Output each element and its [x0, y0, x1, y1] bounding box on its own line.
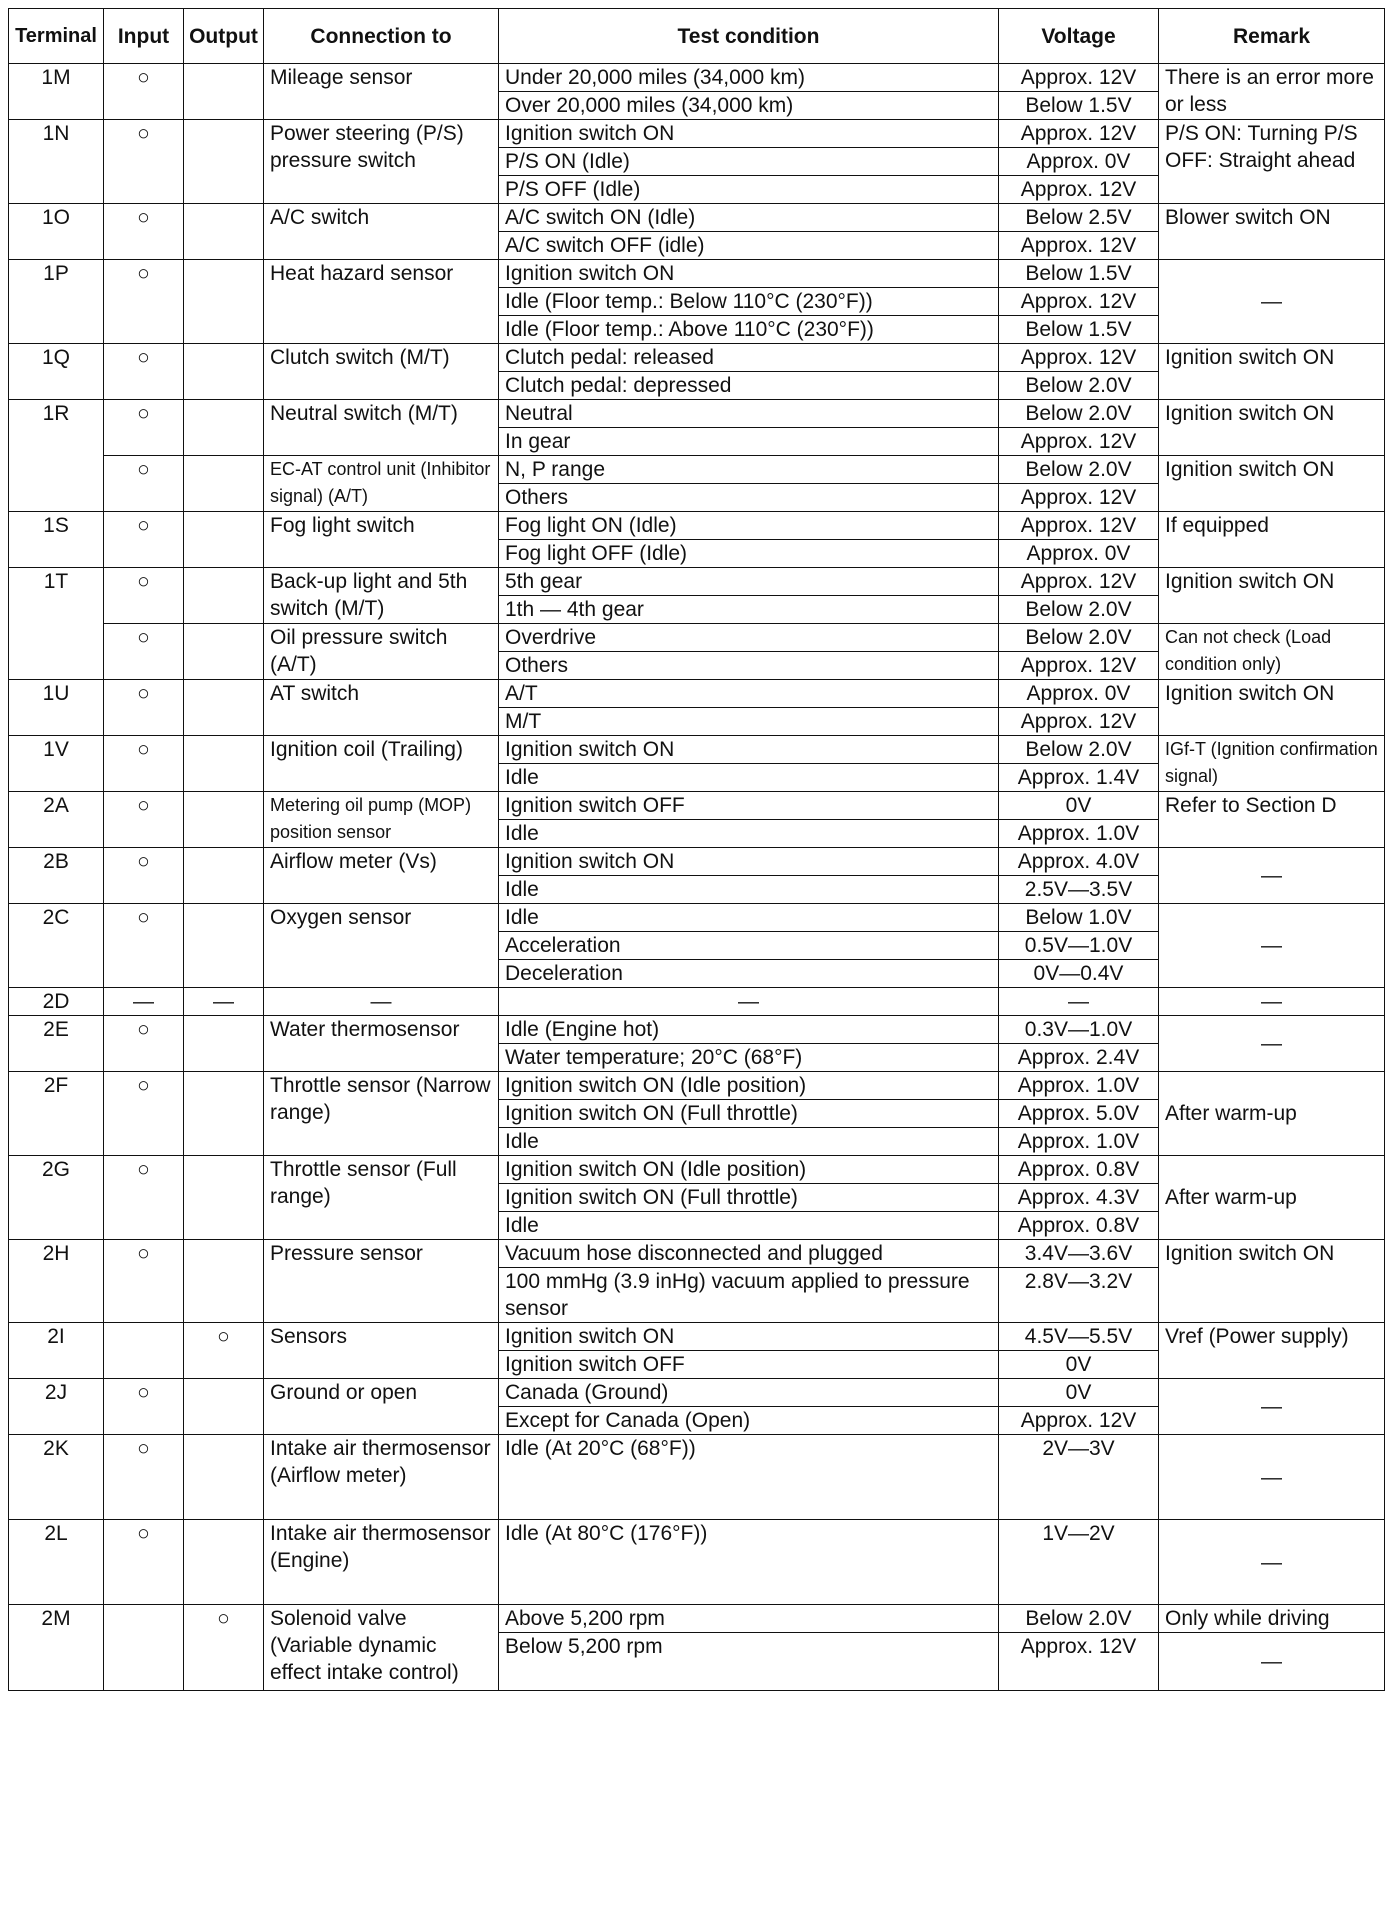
- output-cell: [184, 1240, 264, 1323]
- connection-cell: Fog light switch: [264, 512, 499, 568]
- test-condition-cell: Ignition switch OFF: [499, 792, 999, 820]
- voltage-cell: Approx. 12V: [999, 1407, 1159, 1435]
- input-mark: ○: [104, 64, 184, 120]
- test-condition-cell: A/C switch ON (Idle): [499, 204, 999, 232]
- terminal-cell: 1O: [9, 204, 104, 260]
- output-cell: [184, 680, 264, 736]
- voltage-cell: Approx. 12V: [999, 288, 1159, 316]
- output-cell: [184, 736, 264, 792]
- voltage-cell: Approx. 0V: [999, 148, 1159, 176]
- table-row: [9, 1072, 1385, 1100]
- connection-cell: Neutral switch (M/T): [264, 400, 499, 456]
- table-row: [9, 344, 1385, 372]
- connection-cell: Intake air thermosensor (Airflow meter): [264, 1435, 499, 1520]
- connection-cell: Power steering (P/S) pressure switch: [264, 120, 499, 204]
- voltage-cell: 0V: [999, 792, 1159, 820]
- input-mark: ○: [104, 624, 184, 680]
- voltage-cell: Approx. 5.0V: [999, 1100, 1159, 1128]
- voltage-cell: Approx. 0V: [999, 680, 1159, 708]
- voltage-cell: Approx. 0V: [999, 540, 1159, 568]
- terminal-cell: 2B: [9, 848, 104, 904]
- output-cell: [184, 400, 264, 456]
- connection-cell: Mileage sensor: [264, 64, 499, 120]
- output-cell: [184, 204, 264, 260]
- test-condition-cell: Over 20,000 miles (34,000 km): [499, 92, 999, 120]
- voltage-cell: Below 2.0V: [999, 596, 1159, 624]
- voltage-cell: Below 1.5V: [999, 316, 1159, 344]
- remark-cell: Ignition switch ON: [1159, 400, 1385, 456]
- input-mark: ○: [104, 848, 184, 904]
- connection-cell: Oxygen sensor: [264, 904, 499, 988]
- output-cell: [184, 1156, 264, 1240]
- terminal-voltage-table-sheet: [8, 8, 1384, 1691]
- output-cell: [184, 792, 264, 848]
- remark-cell: Can not check (Load condition only): [1159, 624, 1385, 680]
- remark-cell: Ignition switch ON: [1159, 1240, 1385, 1323]
- input-mark: ○: [104, 512, 184, 568]
- remark-cell: —: [1159, 1633, 1385, 1691]
- connection-cell: EC-AT control unit (Inhibitor signal) (A/T): [264, 456, 499, 512]
- output-cell: [184, 120, 264, 204]
- voltage-cell: Approx. 12V: [999, 1633, 1159, 1691]
- input-mark: ○: [104, 1072, 184, 1156]
- test-condition-cell: Ignition switch ON: [499, 736, 999, 764]
- voltage-cell: Below 2.0V: [999, 1605, 1159, 1633]
- voltage-cell: 0V—0.4V: [999, 960, 1159, 988]
- terminal-cell: 1Q: [9, 344, 104, 400]
- header-input: Input: [104, 9, 184, 64]
- test-condition-cell: Ignition switch ON: [499, 848, 999, 876]
- test-condition-cell: Idle: [499, 1212, 999, 1240]
- output-cell: [184, 512, 264, 568]
- header-output: Output: [184, 9, 264, 64]
- terminal-cell: 1R: [9, 400, 104, 512]
- terminal-cell: 1S: [9, 512, 104, 568]
- table-row: [9, 792, 1385, 820]
- test-condition-cell: Water temperature; 20°C (68°F): [499, 1044, 999, 1072]
- terminal-cell: 2I: [9, 1323, 104, 1379]
- voltage-cell: Approx. 0.8V: [999, 1156, 1159, 1184]
- test-condition-cell: Ignition switch ON (Idle position): [499, 1072, 999, 1100]
- input-mark: ○: [104, 1156, 184, 1240]
- test-condition-cell: Above 5,200 rpm: [499, 1605, 999, 1633]
- connection-cell: Metering oil pump (MOP) position sensor: [264, 792, 499, 848]
- terminal-voltage-table: [8, 8, 1385, 1691]
- connection-cell: Water thermosensor: [264, 1016, 499, 1072]
- voltage-cell: Approx. 12V: [999, 484, 1159, 512]
- header-remark: Remark: [1159, 9, 1385, 64]
- test-condition-cell: Ignition switch ON: [499, 260, 999, 288]
- input-mark: ○: [104, 456, 184, 512]
- test-condition-cell: Overdrive: [499, 624, 999, 652]
- remark-cell: —: [1159, 988, 1385, 1016]
- table-row: [9, 680, 1385, 708]
- voltage-cell: Approx. 12V: [999, 344, 1159, 372]
- test-condition-cell: Neutral: [499, 400, 999, 428]
- voltage-cell: Approx. 12V: [999, 652, 1159, 680]
- input-mark: ○: [104, 204, 184, 260]
- input-cell: [104, 1323, 184, 1379]
- header-terminal: Terminal: [9, 9, 104, 64]
- input-mark: ○: [104, 736, 184, 792]
- remark-cell: Blower switch ON: [1159, 204, 1385, 260]
- connection-cell: Heat hazard sensor: [264, 260, 499, 344]
- terminal-cell: 2D: [9, 988, 104, 1016]
- header-row: [9, 9, 1385, 64]
- test-condition-cell: Idle: [499, 876, 999, 904]
- connection-cell: AT switch: [264, 680, 499, 736]
- table-row: [9, 1605, 1385, 1633]
- voltage-cell: Below 2.0V: [999, 372, 1159, 400]
- remark-cell: —: [1159, 848, 1385, 904]
- remark-cell: Only while driving: [1159, 1605, 1385, 1633]
- table-row: [9, 1016, 1385, 1044]
- output-cell: [184, 1016, 264, 1072]
- input-mark: ○: [104, 1435, 184, 1520]
- test-condition-cell: Clutch pedal: released: [499, 344, 999, 372]
- test-condition-cell: Fog light OFF (Idle): [499, 540, 999, 568]
- test-condition-cell: 5th gear: [499, 568, 999, 596]
- table-row: [9, 204, 1385, 232]
- output-cell: [184, 1435, 264, 1520]
- remark-cell: After warm-up: [1159, 1072, 1385, 1156]
- terminal-cell: 1P: [9, 260, 104, 344]
- connection-cell: Clutch switch (M/T): [264, 344, 499, 400]
- connection-cell: Back-up light and 5th switch (M/T): [264, 568, 499, 624]
- voltage-cell: Below 1.5V: [999, 92, 1159, 120]
- terminal-cell: 2G: [9, 1156, 104, 1240]
- terminal-cell: 2F: [9, 1072, 104, 1156]
- voltage-cell: Below 2.0V: [999, 456, 1159, 484]
- test-condition-cell: Below 5,200 rpm: [499, 1633, 999, 1691]
- input-mark: ○: [104, 1379, 184, 1435]
- remark-cell: Ignition switch ON: [1159, 344, 1385, 400]
- connection-cell: A/C switch: [264, 204, 499, 260]
- test-condition-cell: Ignition switch ON (Idle position): [499, 1156, 999, 1184]
- voltage-cell: 0.3V—1.0V: [999, 1016, 1159, 1044]
- output-cell: [184, 1520, 264, 1605]
- test-condition-cell: Others: [499, 652, 999, 680]
- output-cell: [184, 904, 264, 988]
- table-row: [9, 988, 1385, 1016]
- test-condition-cell: Ignition switch ON: [499, 1323, 999, 1351]
- table-row: [9, 904, 1385, 932]
- table-row: [9, 512, 1385, 540]
- connection-cell: Pressure sensor: [264, 1240, 499, 1323]
- voltage-cell: Below 2.0V: [999, 624, 1159, 652]
- voltage-cell: 2.8V—3.2V: [999, 1268, 1159, 1323]
- test-condition-cell: A/T: [499, 680, 999, 708]
- voltage-cell: Approx. 4.0V: [999, 848, 1159, 876]
- connection-cell: —: [264, 988, 499, 1016]
- voltage-cell: Below 2.0V: [999, 400, 1159, 428]
- voltage-cell: Approx. 4.3V: [999, 1184, 1159, 1212]
- test-condition-cell: Ignition switch ON (Full throttle): [499, 1100, 999, 1128]
- input-mark: ○: [104, 792, 184, 848]
- output-cell: [184, 344, 264, 400]
- voltage-cell: Approx. 12V: [999, 512, 1159, 540]
- voltage-cell: Approx. 0.8V: [999, 1212, 1159, 1240]
- table-row: [9, 848, 1385, 876]
- test-condition-cell: P/S ON (Idle): [499, 148, 999, 176]
- remark-cell: After warm-up: [1159, 1156, 1385, 1240]
- input-mark: ○: [104, 904, 184, 988]
- voltage-cell: Approx. 2.4V: [999, 1044, 1159, 1072]
- voltage-cell: Approx. 1.0V: [999, 1072, 1159, 1100]
- terminal-cell: 2A: [9, 792, 104, 848]
- connection-cell: Ground or open: [264, 1379, 499, 1435]
- input-mark: ○: [104, 1520, 184, 1605]
- output-cell: [184, 64, 264, 120]
- voltage-cell: Approx. 12V: [999, 568, 1159, 596]
- connection-cell: Ignition coil (Trailing): [264, 736, 499, 792]
- voltage-cell: 4.5V—5.5V: [999, 1323, 1159, 1351]
- voltage-cell: 0V: [999, 1351, 1159, 1379]
- output-cell: [184, 260, 264, 344]
- remark-cell: Refer to Section D: [1159, 792, 1385, 848]
- connection-cell: Throttle sensor (Narrow range): [264, 1072, 499, 1156]
- test-condition-cell: Idle (Engine hot): [499, 1016, 999, 1044]
- terminal-cell: 1V: [9, 736, 104, 792]
- terminal-cell: 2E: [9, 1016, 104, 1072]
- table-row: [9, 120, 1385, 148]
- voltage-cell: Approx. 12V: [999, 708, 1159, 736]
- table-row: [9, 260, 1385, 288]
- test-condition-cell: Canada (Ground): [499, 1379, 999, 1407]
- test-condition-cell: Others: [499, 484, 999, 512]
- test-condition-cell: 100 mmHg (3.9 inHg) vacuum applied to pressure sensor: [499, 1268, 999, 1323]
- test-condition-cell: Vacuum hose disconnected and plugged: [499, 1240, 999, 1268]
- test-condition-cell: Ignition switch OFF: [499, 1351, 999, 1379]
- voltage-cell: 2V—3V: [999, 1435, 1159, 1520]
- connection-cell: Oil pressure switch (A/T): [264, 624, 499, 680]
- terminal-cell: 1T: [9, 568, 104, 680]
- input-mark: ○: [104, 120, 184, 204]
- remark-cell: Vref (Power supply): [1159, 1323, 1385, 1379]
- voltage-cell: Approx. 1.0V: [999, 820, 1159, 848]
- table-row: [9, 1379, 1385, 1407]
- table-row: [9, 624, 1385, 652]
- output-cell: [184, 568, 264, 624]
- remark-cell: —: [1159, 1520, 1385, 1605]
- test-condition-cell: Idle: [499, 904, 999, 932]
- remark-cell: —: [1159, 1435, 1385, 1520]
- table-row: [9, 1323, 1385, 1351]
- voltage-cell: Approx. 12V: [999, 120, 1159, 148]
- output-mark: ○: [184, 1323, 264, 1379]
- test-condition-cell: Idle (At 20°C (68°F)): [499, 1435, 999, 1520]
- test-condition-cell: Acceleration: [499, 932, 999, 960]
- voltage-cell: Below 1.0V: [999, 904, 1159, 932]
- table-row: [9, 1240, 1385, 1268]
- test-condition-cell: Clutch pedal: depressed: [499, 372, 999, 400]
- remark-cell: P/S ON: Turning P/S OFF: Straight ahead: [1159, 120, 1385, 204]
- remark-cell: IGf-T (Ignition confirmation signal): [1159, 736, 1385, 792]
- test-condition-cell: Ignition switch ON (Full throttle): [499, 1184, 999, 1212]
- remark-cell: —: [1159, 1016, 1385, 1072]
- voltage-cell: 0V: [999, 1379, 1159, 1407]
- table-row: [9, 568, 1385, 596]
- terminal-cell: 2H: [9, 1240, 104, 1323]
- output-cell: [184, 456, 264, 512]
- table-row: [9, 64, 1385, 92]
- table-row: [9, 456, 1385, 484]
- input-cell: [104, 1605, 184, 1691]
- table-row: [9, 1435, 1385, 1520]
- remark-cell: —: [1159, 260, 1385, 344]
- test-condition-cell: Fog light ON (Idle): [499, 512, 999, 540]
- remark-cell: Ignition switch ON: [1159, 568, 1385, 624]
- voltage-cell: Approx. 12V: [999, 176, 1159, 204]
- input-mark: ○: [104, 400, 184, 456]
- remark-cell: Ignition switch ON: [1159, 680, 1385, 736]
- voltage-cell: 3.4V—3.6V: [999, 1240, 1159, 1268]
- remark-cell: If equipped: [1159, 512, 1385, 568]
- voltage-cell: Below 1.5V: [999, 260, 1159, 288]
- voltage-cell: Approx. 1.0V: [999, 1128, 1159, 1156]
- output-cell: [184, 624, 264, 680]
- terminal-cell: 2C: [9, 904, 104, 988]
- test-condition-cell: N, P range: [499, 456, 999, 484]
- output-dash: —: [184, 988, 264, 1016]
- voltage-cell: Below 2.0V: [999, 736, 1159, 764]
- test-condition-cell: P/S OFF (Idle): [499, 176, 999, 204]
- output-cell: [184, 1379, 264, 1435]
- connection-cell: Throttle sensor (Full range): [264, 1156, 499, 1240]
- terminal-cell: 2J: [9, 1379, 104, 1435]
- voltage-cell: Approx. 12V: [999, 64, 1159, 92]
- header-connection: Connection to: [264, 9, 499, 64]
- terminal-cell: 2L: [9, 1520, 104, 1605]
- test-condition-cell: Except for Canada (Open): [499, 1407, 999, 1435]
- test-condition-cell: —: [499, 988, 999, 1016]
- voltage-cell: 0.5V—1.0V: [999, 932, 1159, 960]
- voltage-cell: —: [999, 988, 1159, 1016]
- terminal-cell: 1N: [9, 120, 104, 204]
- table-row: [9, 400, 1385, 428]
- test-condition-cell: A/C switch OFF (idle): [499, 232, 999, 260]
- table-row: [9, 736, 1385, 764]
- test-condition-cell: Idle (Floor temp.: Above 110°C (230°F)): [499, 316, 999, 344]
- terminal-cell: 1M: [9, 64, 104, 120]
- test-condition-cell: Idle: [499, 1128, 999, 1156]
- input-mark: ○: [104, 344, 184, 400]
- voltage-cell: Approx. 1.4V: [999, 764, 1159, 792]
- voltage-cell: 1V—2V: [999, 1520, 1159, 1605]
- voltage-cell: 2.5V—3.5V: [999, 876, 1159, 904]
- test-condition-cell: Idle (At 80°C (176°F)): [499, 1520, 999, 1605]
- table-row: [9, 1520, 1385, 1605]
- test-condition-cell: Idle: [499, 820, 999, 848]
- connection-cell: Solenoid valve (Variable dynamic effect intake control): [264, 1605, 499, 1691]
- test-condition-cell: M/T: [499, 708, 999, 736]
- connection-cell: Airflow meter (Vs): [264, 848, 499, 904]
- remark-cell: —: [1159, 1379, 1385, 1435]
- input-mark: ○: [104, 680, 184, 736]
- voltage-cell: Below 2.5V: [999, 204, 1159, 232]
- test-condition-cell: Under 20,000 miles (34,000 km): [499, 64, 999, 92]
- voltage-cell: Approx. 12V: [999, 428, 1159, 456]
- remark-cell: There is an error more or less: [1159, 64, 1385, 120]
- output-cell: [184, 1072, 264, 1156]
- terminal-cell: 1U: [9, 680, 104, 736]
- table-row: [9, 1156, 1385, 1184]
- voltage-cell: Approx. 12V: [999, 232, 1159, 260]
- test-condition-cell: 1th — 4th gear: [499, 596, 999, 624]
- input-dash: —: [104, 988, 184, 1016]
- input-mark: ○: [104, 260, 184, 344]
- header-voltage: Voltage: [999, 9, 1159, 64]
- terminal-cell: 2M: [9, 1605, 104, 1691]
- input-mark: ○: [104, 1240, 184, 1323]
- test-condition-cell: In gear: [499, 428, 999, 456]
- remark-cell: —: [1159, 904, 1385, 988]
- header-test-condition: Test condition: [499, 9, 999, 64]
- test-condition-cell: Ignition switch ON: [499, 120, 999, 148]
- connection-cell: Sensors: [264, 1323, 499, 1379]
- test-condition-cell: Idle (Floor temp.: Below 110°C (230°F)): [499, 288, 999, 316]
- output-mark: ○: [184, 1605, 264, 1691]
- input-mark: ○: [104, 568, 184, 624]
- output-cell: [184, 848, 264, 904]
- terminal-cell: 2K: [9, 1435, 104, 1520]
- test-condition-cell: Deceleration: [499, 960, 999, 988]
- test-condition-cell: Idle: [499, 764, 999, 792]
- connection-cell: Intake air thermosensor (Engine): [264, 1520, 499, 1605]
- input-mark: ○: [104, 1016, 184, 1072]
- remark-cell: Ignition switch ON: [1159, 456, 1385, 512]
